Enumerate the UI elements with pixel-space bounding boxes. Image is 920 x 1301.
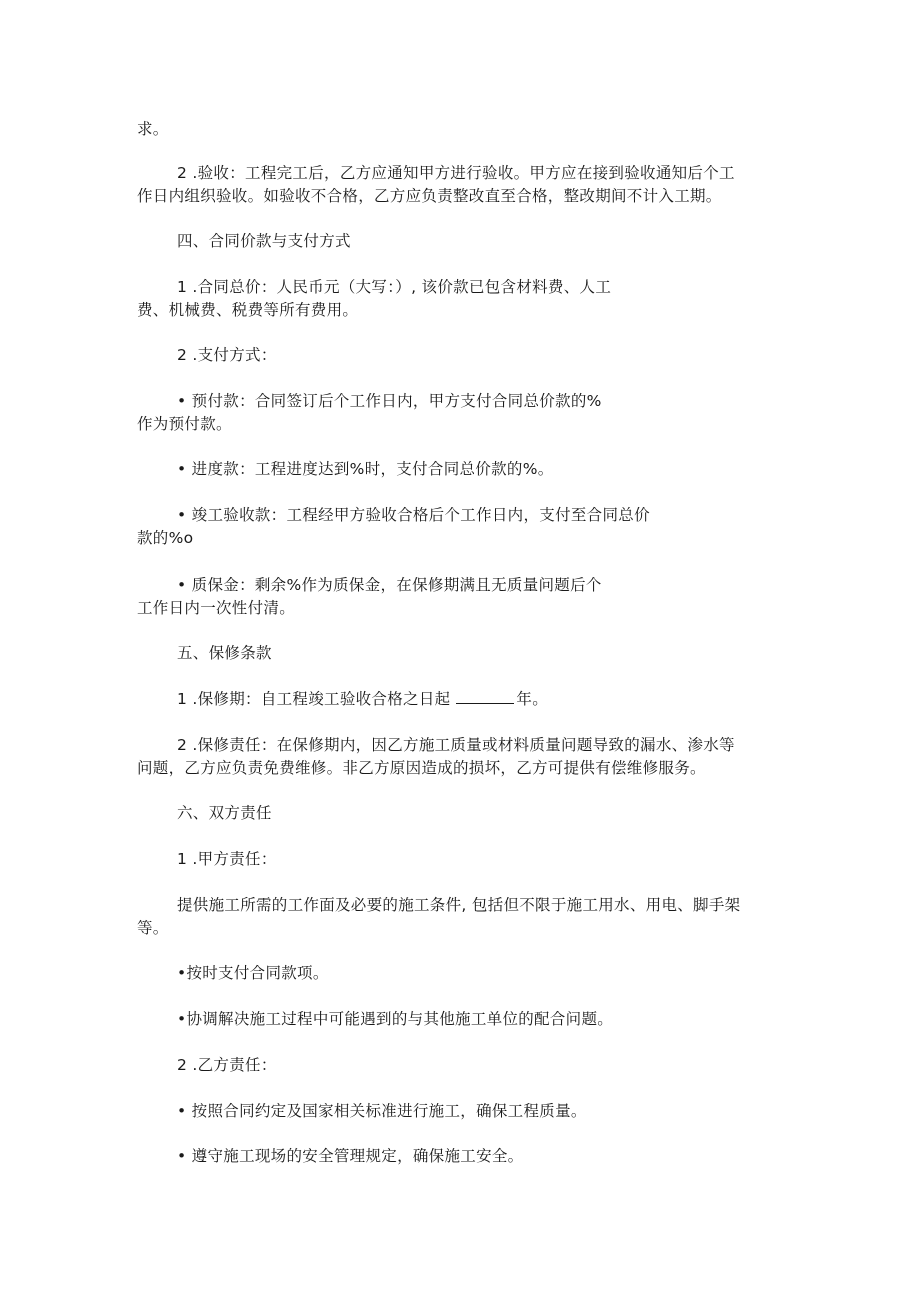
text-line — [177, 689, 548, 709]
list-item: • 按照合同约定及国家相关标准进行施工，确保工程质量。 — [177, 1102, 587, 1120]
list-item: • 遵守施工现场的安全管理规定，确保施工安全。 — [177, 1147, 524, 1165]
text-line: 款的%o — [137, 529, 194, 547]
text-line: 问题，乙方应负责免费维修。非乙方原因造成的损坏，乙方可提供有偿维修服务。 — [137, 759, 706, 777]
warranty-period-text: 1 .保修期：自工程竣工验收合格之日起 — [177, 690, 451, 708]
section-heading: 六、双方责任 — [177, 804, 272, 822]
text-line: 1 .合同总价：人民币元（大写：）, 该价款已包含材料费、人工 — [177, 278, 612, 296]
section-heading: 四、合同价款与支付方式 — [177, 232, 351, 250]
text-line: 1 .甲方责任： — [177, 850, 277, 868]
list-item: • 预付款：合同签订后个工作日内，甲方支付合同总价款的% — [177, 392, 602, 410]
list-item: • 竣工验收款：工程经甲方验收合格后个工作日内，支付至合同总价 — [177, 506, 650, 524]
text-line: 求。 — [137, 120, 169, 138]
text-line: 工作日内一次性付清。 — [137, 599, 296, 617]
text-line: 等。 — [137, 919, 169, 937]
text-line: 2 .乙方责任： — [177, 1056, 277, 1074]
fill-in-blank — [456, 689, 514, 704]
text-line: 费、机械费、税费等所有费用。 — [137, 301, 359, 319]
list-item: •按时支付合同款项。 — [177, 964, 329, 982]
text-line: 2 .验收：工程完工后，乙方应通知甲方进行验收。甲方应在接到验收通知后个工 — [177, 164, 735, 182]
text-line: 2 .保修责任：在保修期内，因乙方施工质量或材料质量问题导致的漏水、渗水等 — [177, 736, 735, 754]
list-item: • 进度款：工程进度达到%时，支付合同总价款的%。 — [177, 460, 554, 478]
text-line: 作日内组织验收。如验收不合格，乙方应负责整改直至合格，整改期间不计入工期。 — [137, 187, 722, 205]
section-heading: 五、保修条款 — [177, 644, 272, 662]
text-line: 2 .支付方式： — [177, 346, 277, 364]
warranty-period-unit: 年。 — [516, 690, 549, 708]
text-line: 作为预付款。 — [137, 415, 232, 433]
text-line: 提供施工所需的工作面及必要的施工条件, 包括但不限于施工用水、用电、脚手架 — [177, 896, 741, 914]
list-item: •协调解决施工过程中可能遇到的与其他施工单位的配合问题。 — [177, 1010, 614, 1028]
list-item: • 质保金：剩余%作为质保金，在保修期满且无质量问题后个 — [177, 576, 602, 594]
